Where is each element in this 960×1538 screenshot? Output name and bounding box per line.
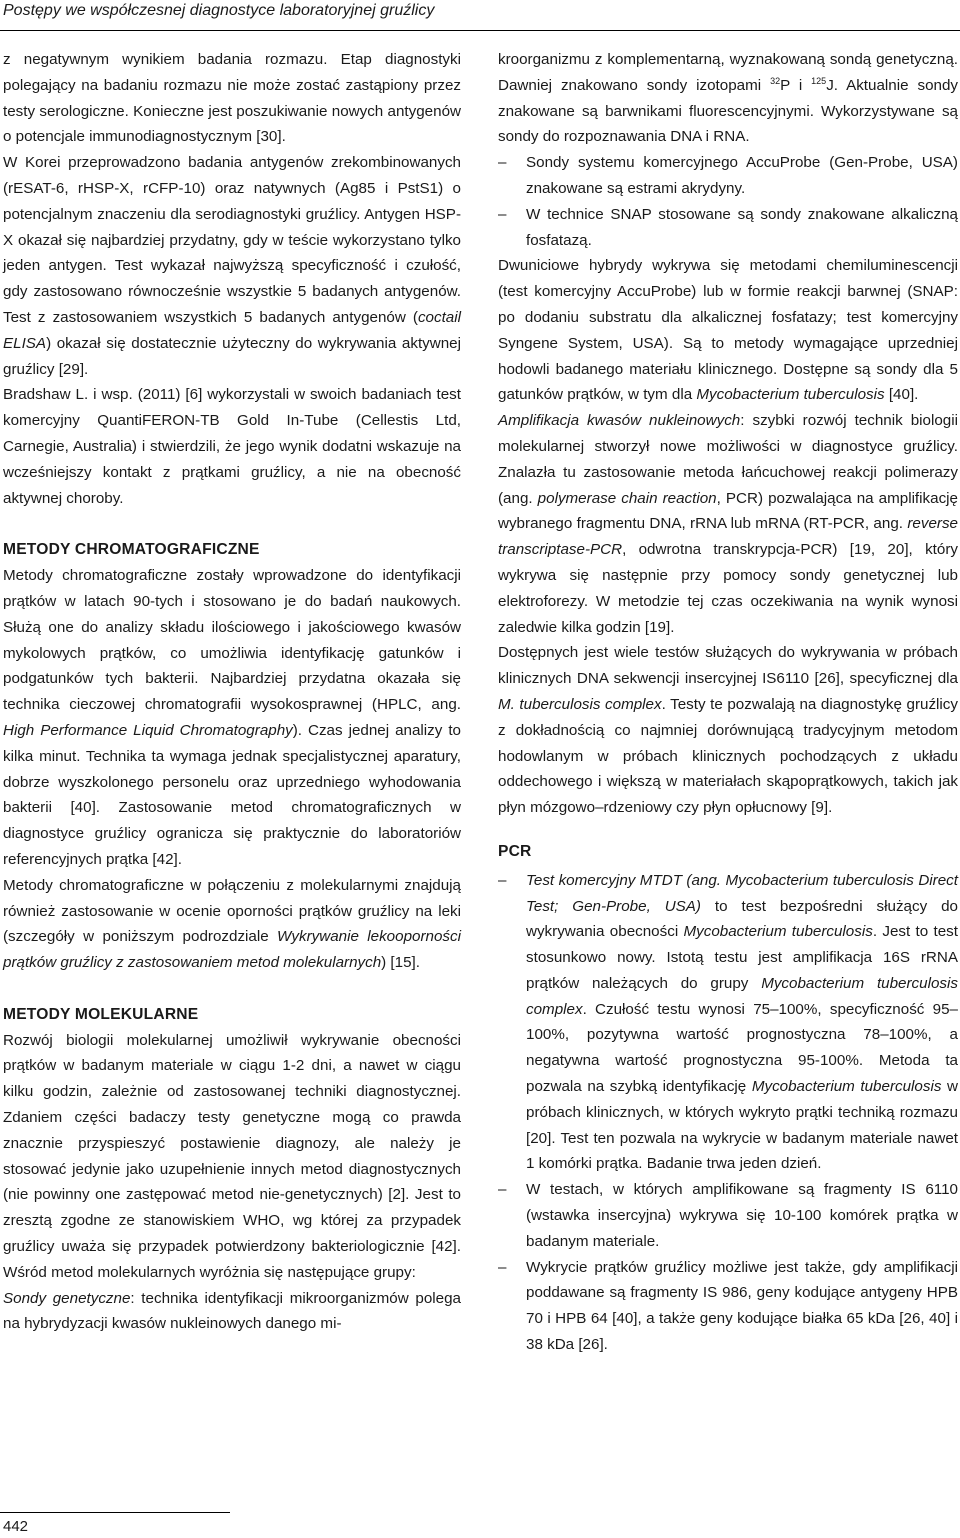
paragraph: Bradshaw L. i wsp. (2011) [6] wykorzystali w swoich badaniach test komercyjny QuantiFERON-TB Gold In-Tube (Cellestis Ltd, Carnegie, Australia) i stwierdzili, że jego wynik dodatni wskazuje na wcześniejszy kontakt z prątkami gruźlicy, a nie na obecność aktywnej choroby. bbox=[3, 386, 461, 507]
dash-list-item: – W testach, w których amplifikowane są fragmenty IS 6110 (wstawka insercyjna) wykrywa się 10-100 komórek prątka w badanym materiale. bbox=[498, 1177, 958, 1254]
section-heading-chromatography: METODY CHROMATOGRAFICZNE bbox=[3, 541, 260, 559]
paragraph: W Korei przeprowadzono badania antygenów zrekombinowanych (rESAT-6, rHSP-X, rCFP-10) oraz natywnych (Ag85 i PstS1) o potencjalnym znaczeniu dla serodiagnostyki gruźlicy. Antygen HSP-X okazał się najbardziej przydatny, gdy w teście wykorzystano tylko jeden antygen. Test wykazał najwyższą specyficzność i czułość, gdy zastosowano równocześnie wszystkie 5 badanych antygenów. Test z zastosowaniem wszystkich 5 badanych antygenów (coctail ELISA) okazał się dostatecznie użyteczny do wykrywania aktywnej gruźlicy [29]. bbox=[3, 154, 461, 378]
paragraph: Metody chromatograficzne w połączeniu z molekularnymi znajdują również zastosowanie w ocenie oporności prątków gruźlicy na leki (szczegóły w poniższym podrozdziale Wykrywanie lekooporności prątków gruźlicy z zastosowaniem metod molekularnych) [15]. bbox=[3, 876, 461, 972]
dash-list-item: – Wykrycie prątków gruźlicy możliwe jest także, gdy amplifikacji poddawane są fragmenty IS 986, geny kodujące antygeny HPB 70 i HPB 64 [40], a także geny kodujące białka 65 kDa [26, 40] i 38 kDa [26]. bbox=[498, 1255, 958, 1358]
section-heading-molecular: METODY MOLEKULARNE bbox=[3, 1005, 199, 1023]
paragraph: Rozwój biologii molekularnej umożliwił wykrywanie obecności prątków w badanym materiale w ciągu 1-2 dni, a nawet w ciągu kilku godzin, zależnie od zastosowanej techniki diagnostycznej. Zdaniem części badaczy testy genetyczne mogą co prawda znacznie przyspieszyć postawienie diagnozy, ale należy je stosować jedynie jako uzupełnienie innych metod diagnostycznych (nie powinny one zastępować metod nie-genetycznych) [2]. Jest to zresztą zgodne ze stanowiskiem WHO, wg której za przypadek gruźlicy uważa się przypadek potwierdzony bakteriologicznie [42]. Wśród metod molekularnych wyróżnia się następujące grupy: bbox=[3, 1031, 461, 1281]
dash-list-item: – Sondy systemu komercyjnego AccuProbe (Gen-Probe, USA) znakowane są estrami akrydyny. bbox=[498, 150, 958, 202]
dash-list-item: – Test komercyjny MTDT (ang. Mycobacterium tuberculosis Direct Test; Gen-Probe, USA) to test bezpośredni służący do wykrywania obecności Mycobacterium tuberculosis. Jest to test stosunkowo nowy. Istotą testu jest amplifikacja 16S rRNA prątków należących do grupy Mycobacterium tuberculosis complex. Czułość testu wynosi 75–100%, specyficzność 95–100%, pozytywna wartość prognostyczna 78–100%, a negatywna wartość prognostyczna 95-100%. Metoda ta pozwala na szybką identyfikację Mycobacterium tuberculosis w próbach klinicznych, w których wykryto prątki techniką rozmazu [20]. Test ten pozwala na wykrycie w badanym materiale nawet 1 komórki prątka. Badanie trwa jeden dzień. bbox=[498, 868, 958, 1178]
paragraph: z negatywnym wynikiem badania rozmazu. Etap diagnostyki polegający na badaniu rozmazu nie może zostać zastąpiony przez testy serologiczne. Konieczne jest poszukiwanie nowych antygenów o potencjale immunodiagnostycznym [30]. bbox=[3, 51, 461, 146]
paragraph: Amplifikacja kwasów nukleinowych: szybki rozwój technik biologii molekularnej stworzył nowe możliwości w diagnostyce gruźlicy. Znalazła tu zastosowanie metoda łańcuchowej reakcji polimerazy (ang. polymerase chain reaction, PCR) pozwalająca na amplifikację wybranego fragmentu DNA, rRNA lub mRNA (RT-PCR, ang. reverse transcriptase-PCR, odwrotna transkrypcja-PCR) [19, 20], który wykrywa się następnie przy pomocy sondy genetycznej lub elektroforezy. W metodzie tej czas oczekiwania na wynik wynosi zaledwie kilka godzin [19]. bbox=[498, 412, 958, 636]
running-title: Postępy we współczesnej diagnostyce laboratoryjnej gruźlicy bbox=[3, 2, 435, 19]
dash-list-item: – W technice SNAP stosowane są sondy znakowane alkaliczną fosfatazą. bbox=[498, 202, 958, 254]
section-heading-pcr: PCR bbox=[498, 842, 532, 860]
paragraph: Dostępnych jest wiele testów służących do wykrywania w próbach klinicznych DNA sekwencji insercyjnej IS6110 [26], specyficznej dla M. tuberculosis complex. Testy te pozwalają na diagnostykę gruźlicy z dokładnością co najmniej dorównującą tradycyjnym metodom hodowlanym w próbach klinicznych pochodzących z układu oddechowego i większą w materiałach skąpoprątkowych, takich jak płyn mózgowo–rdzeniowy czy płyn opłucnowy [9]. bbox=[498, 644, 958, 817]
left-column bbox=[3, 47, 461, 1337]
paragraph: Dwuniciowe hybrydy wykrywa się metodami chemiluminescencji (test komercyjny AccuProbe) lub w formie reakcji barwnej (SNAP: po dodaniu substratu dla alkalicznej fosfatazy; test komercyjny Syngene System, USA). Są to metody wymagające uprzedniej hodowli badanego materiału klinicznego. Dostępne są sondy dla 5 gatunków prątków, w tym dla Mycobacterium tuberculosis [40]. bbox=[498, 257, 958, 404]
footer-divider bbox=[0, 1512, 230, 1513]
header-divider bbox=[0, 30, 960, 31]
paragraph: kroorganizmu z komplementarną, wyznakowaną sondą genetyczną. Dawniej znakowano sondy izotopami $^{32}$P i $^{125}$J. Aktualnie sondy znakowane są barwnikami fluorescencyjnymi. Wykorzystywane są sondy do rozpoznawania DNA i RNA. bbox=[498, 51, 959, 146]
right-column bbox=[498, 47, 958, 1358]
paragraph: Sondy genetyczne: technika identyfikacji mikroorganizmów polega na hybrydyzacji kwasów nukleinowych danego mi- bbox=[3, 1289, 461, 1333]
paragraph: Metody chromatograficzne zostały wprowadzone do identyfikacji prątków w latach 90-tych i stosowano je do badań naukowych. Służą one do analizy składu ilościowego i jakościowego kwasów mykolowych prątków, co umożliwia identyfikację gatunków i podgatunków tych bakterii. Najbardziej przydatna okazała się technika cieczowej chromatografii wysokosprawnej (HPLC, ang. High Performance Liquid Chromatography). Czas jednej analizy to kilka minut. Technika ta wymaga jednak specjalistycznej aparatury, dobrze wyszkolonego personelu oraz uprzedniego wyhodowania bakterii [40]. Zastosowanie metod chromatograficznych w diagnostyce gruźlicy ogranicza się praktycznie do laboratoriów referencyjnych prątka [42]. bbox=[3, 567, 461, 868]
page-number: 442 bbox=[3, 1518, 29, 1535]
